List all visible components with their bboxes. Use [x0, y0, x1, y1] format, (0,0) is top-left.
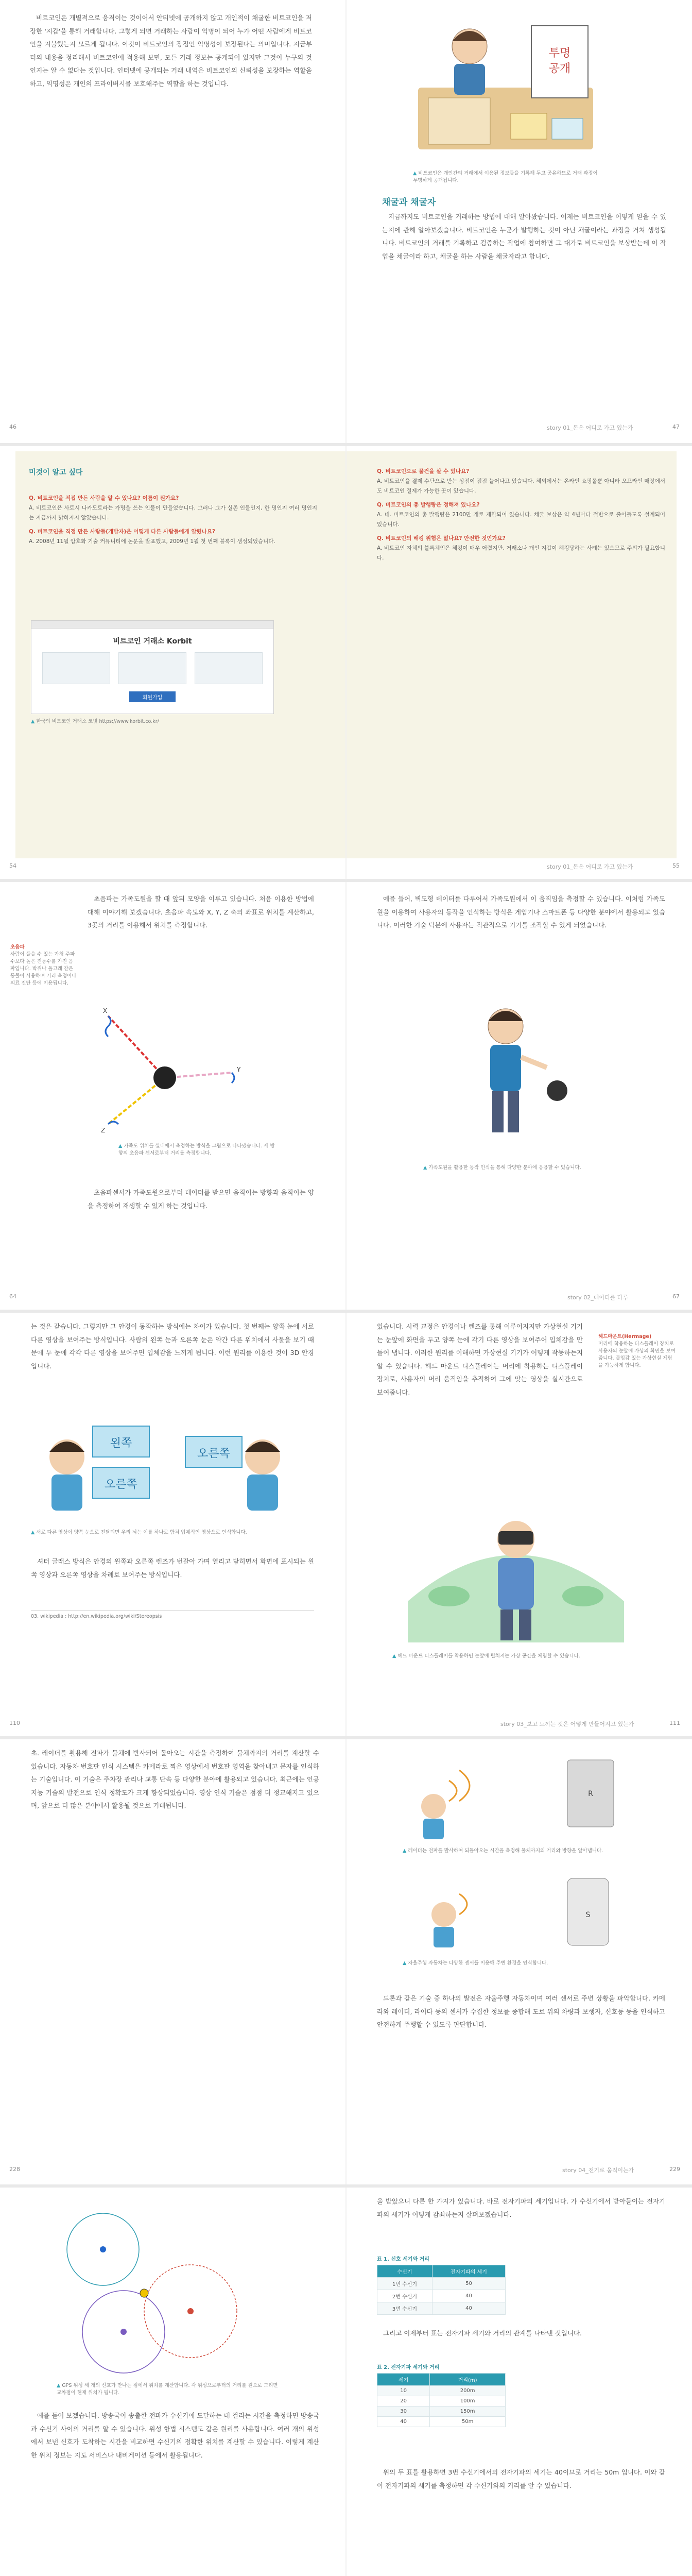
- svg-text:공개: 공개: [548, 62, 571, 75]
- illustration-caption: ▲ 자율주행 자동차는 다양한 센서를 이용해 주변 환경을 인식합니다.: [403, 1960, 548, 1966]
- illustration-caption: ▲ 가족도원을 활용한 동작 인식을 통해 다양한 분야에 응용할 수 있습니다.: [423, 1165, 581, 1171]
- page-number: 228: [9, 2166, 20, 2173]
- page-number: 47: [672, 423, 680, 430]
- spread-6: [0, 2188, 692, 2576]
- illustration-vr-headset: [397, 1478, 634, 1648]
- sidenote-title: 헤드마운트(Hermage): [598, 1334, 652, 1340]
- body-text: 비트코인은 개별적으로 움직이는 것이어서 안티넷에 공개하지 않고 개인적이 채굴한 비트코인을 저장한 '지갑'을 통해 거래합니다. 그렇게 되면 거래하는 사람이 익명이 되어 누가 어떤 사람에게 비트코인을 지불했는지 모르게 됩니다. 이것이 비트코인의 장점인 익명성이 보장된다는 의미입니다. 지금부터의 내용을 정리해서 비트코인에 적용해 보면, 모든 거래 정보는 공개되어 있지만 그것이 누구의 것인지는 알 수 없다는 것입니다. 인터넷에 공개되는 거래 내역은 비트코인의 신뢰성을 보장하는 역할을 하고, 익명성은 개인의 프라이버시를 보호해주는 역할을 하는 것입니다.: [30, 14, 312, 88]
- illustration-radar: [403, 1744, 629, 1842]
- body-text: 위의 두 표를 활용하면 3번 수신기에서의 전자기파의 세기는 40이므로 거리는 50m 입니다. 이와 같이 전자기파의 세기를 측정하면 각 수신기와의 거리를 알 수 있습니다.: [377, 2468, 665, 2489]
- sidenote: [598, 1333, 676, 1369]
- table-cell: 40: [432, 2302, 506, 2315]
- page-54: [0, 446, 346, 879]
- running-header: story 01_돈은 어디로 가고 있는가: [547, 863, 633, 870]
- page-46: [0, 0, 346, 443]
- running-header: story 01_돈은 어디로 가고 있는가: [547, 425, 633, 431]
- qa-block: [29, 494, 317, 551]
- running-header: story 04_전기로 움직이는가: [562, 2167, 634, 2174]
- illustration-caption: ▲ 비트코인은 개인간의 거래에서 이용된 정보들을 기록해 두고 공유하므로 거래 과정이 투명하게 공개됩니다.: [413, 171, 598, 183]
- browser-bar: [31, 621, 273, 629]
- site-panel: [42, 652, 110, 684]
- signup-button: 회원가입: [129, 691, 176, 702]
- table-header-row: [377, 2374, 506, 2386]
- page-number: 55: [672, 862, 680, 869]
- caption-marker-icon: ▲: [57, 2383, 61, 2388]
- diagram-caption: ▲ GPS 위성 세 개의 신호가 만나는 점에서 위치를 계산합니다. 각 위성으로부터의 거리를 원으로 그리면 교차점이 현재 위치가 됩니다.: [57, 2383, 278, 2396]
- illustration-left-right-signs: [36, 1416, 304, 1524]
- page-111: [346, 1313, 692, 1736]
- table-cell: 100m: [430, 2396, 506, 2406]
- caption-marker-icon: ▲: [392, 1653, 396, 1659]
- page-228: [0, 1739, 346, 2184]
- table-row: [377, 2278, 506, 2290]
- website-screenshot: [31, 620, 274, 714]
- site-panels: [31, 652, 273, 684]
- table-cell: 200m: [430, 2386, 506, 2396]
- table-2-title: 표 2. 전자기파 세기와 거리: [377, 2365, 440, 2370]
- body-text: 초음파센서가 가족도원으로부터 데이터를 받으면 움직이는 방향과 움직이는 양을 측정하여 재생할 수 있게 하는 것입니다.: [88, 1189, 314, 1210]
- spread-1: [0, 0, 692, 443]
- qa-item: Q. 비트코인을 직접 만든 사람을 알 수 있나요? 이름이 뭔가요? A. 비트코인은 사토시 나카모토라는 가명을 쓰는 인물이 만들었습니다. 그러나 그가 실존 인물인지, 한 명인지 여러 명인지는 지금까지 밝혀지지 않았습니다.: [29, 495, 317, 521]
- running-header: story 02_데이터를 다루: [567, 1294, 629, 1301]
- table-header-cell: 전자기파의 세기: [432, 2265, 506, 2278]
- running-header: story 03_보고 느끼는 것은 어떻게 만들어지고 있는가: [500, 1721, 634, 1727]
- page-number: 111: [669, 1720, 680, 1726]
- qa-item: Q. 비트코인의 총 발행량은 정해져 있나요? A. 네. 비트코인의 총 발행량은 2100만 개로 제한되어 있습니다. 채굴 보상은 약 4년마다 절반으로 줄어들도록 설계되어 있습니다.: [377, 502, 665, 528]
- body-text: 을 받았으니 다른 한 가지가 있습니다. 바로 전자기파의 세기입니다. 가 수신기에서 받아들이는 전자기파의 세기가 어떻게 감쇠하는지 살펴보겠습니다.: [377, 2197, 665, 2218]
- sidenote-text: 사람이 들을 수 있는 가청 주파수보다 높은 진동수를 가진 음파입니다. 박쥐나 돌고래 같은 동물이 사용하며 거리 측정이나 의료 진단 등에 이용됩니다.: [10, 952, 77, 986]
- illustration-caption: ▲ 서로 다른 영상이 양쪽 눈으로 전달되면 우리 뇌는 이를 하나로 합쳐 입체적인 영상으로 인식합니다.: [31, 1530, 247, 1535]
- sign-left-text: 왼쪽: [110, 1437, 132, 1450]
- section-heading: 채굴과 채굴자: [382, 197, 436, 208]
- caption-marker-icon: ▲: [31, 1530, 35, 1535]
- svg-text:Y: Y: [237, 1066, 241, 1073]
- sidenote-text: 머리에 착용하는 디스플레이 장치로 사용자의 눈앞에 가상의 화면을 보여줍니다. 몰입감 있는 가상현실 체험을 가능하게 합니다.: [598, 1341, 676, 1368]
- table-cell: 50: [432, 2278, 506, 2290]
- table-cell: 40: [377, 2417, 430, 2427]
- page-260: [0, 2188, 346, 2576]
- page-number: 64: [9, 1293, 16, 1300]
- caption-marker-icon: ▲: [31, 719, 35, 724]
- body-text: 그리고 이제부터 표는 전자기파 세기와 거리의 관계를 나타낸 것입니다.: [383, 2329, 582, 2337]
- table-header-cell: 거리(m): [430, 2374, 506, 2386]
- svg-text:투명: 투명: [548, 47, 571, 60]
- body-text: 는 것은 같습니다. 그렇지만 그 안경이 동작하는 방식에는 차이가 있습니다. 첫 번째는 양쪽 눈에 서로 다른 영상을 보여주는 방식입니다. 사람의 왼쪽 눈과 오른쪽 눈은 약간 다른 위치에서 사물을 보기 때문에 두 눈에 각각 다른 영상을 보여주면 입체감을 느끼게 됩니다. 이런 원리를 이용한 것이 3D 안경입니다.: [31, 1323, 314, 1370]
- illustration-caption: ▲ 레이더는 전파를 발사하여 되돌아오는 시간을 측정해 물체까지의 거리와 방향을 알아냅니다.: [403, 1848, 603, 1854]
- sidenote: [10, 944, 77, 987]
- spread-5: [0, 1739, 692, 2184]
- page-261: [346, 2188, 692, 2576]
- body-text: 예를 들어 보겠습니다. 방송국이 송출한 전파가 수신기에 도달하는 데 걸리는 시간을 측정하면 방송국과 수신기 사이의 거리를 알 수 있습니다. 위성 항법 시스템도 같은 원리를 사용합니다. 여러 개의 위성에서 보낸 신호가 도착하는 시간을 비교하면 수신기의 정확한 위치를 계산할 수 있습니다. 이렇게 계산한 위치 정보는 지도 서비스나 내비게이션 등에서 활용됩니다.: [31, 2412, 319, 2459]
- caption-marker-icon: ▲: [403, 1960, 407, 1966]
- table-cell: 2번 수신기: [377, 2290, 432, 2302]
- qa-item: Q. 비트코인을 직접 만든 사람들(개발자)은 어떻게 다른 사람들에게 알렸나요? A. 2008년 11월 암호화 기술 커뮤니티에 논문을 발표했고, 2009년 1월 첫 번째 블록이 생성되었습니다.: [29, 529, 275, 545]
- table-header-cell: 세기: [377, 2374, 430, 2386]
- diagram-caption: ▲ 가족도 위치를 실내에서 측정하는 방식을 그림으로 나타냈습니다. 세 방향의 초음파 센서로부터 거리를 측정합니다.: [118, 1143, 275, 1156]
- illustration-bitcoin-ledger: [408, 10, 603, 165]
- site-panel: [195, 652, 263, 684]
- table-cell: 50m: [430, 2417, 506, 2427]
- spread-2: [0, 446, 692, 879]
- svg-text:Z: Z: [101, 1127, 106, 1134]
- table-row: [377, 2396, 506, 2406]
- caption-marker-icon: ▲: [118, 1143, 123, 1149]
- table-2: [377, 2373, 506, 2427]
- info-box-title: 미것이 알고 싶다: [29, 468, 83, 477]
- screenshot-caption: ▲ 한국의 비트코인 거래소 코빗 https://www.korbit.co.kr/: [31, 719, 159, 724]
- body-text: 셔터 글래스 방식은 안경의 왼쪽과 오른쪽 렌즈가 번갈아 가며 열리고 닫히면서 화면에 표시되는 왼쪽 영상과 오른쪽 영상을 차례로 보여주는 방식입니다.: [31, 1557, 314, 1579]
- body-text: 지금까지도 비트코인을 거래하는 방법에 대해 알아봤습니다. 이제는 비트코인을 어떻게 얻을 수 있는지에 관해 알아보겠습니다. 비트코인은 누군가 발행하는 것이 아닌 채굴이라는 과정을 거쳐 생성됩니다. 비트코인의 거래를 기록하고 검증하는 작업에 참여하면 그 대가로 비트코인을 보상받는데 이 작업을 채굴이라 하고, 채굴을 하는 사람을 채굴자라고 합니다.: [382, 213, 666, 260]
- page-number: 54: [9, 862, 16, 869]
- table-cell: 150m: [430, 2406, 506, 2417]
- table-row: [377, 2302, 506, 2315]
- table-row: [377, 2417, 506, 2427]
- illustration-caption: ▲ 헤드 마운트 디스플레이를 착용하면 눈앞에 펼쳐지는 가상 공간을 체험할 수 있습니다.: [392, 1653, 580, 1659]
- table-header-row: [377, 2265, 506, 2278]
- svg-text:R: R: [588, 1790, 593, 1798]
- illustration-autonomous: [403, 1868, 629, 1956]
- table-row: [377, 2406, 506, 2417]
- site-panel: [118, 652, 186, 684]
- page-67: [346, 882, 692, 1310]
- footnote: 03. wikipedia : http://en.wikipedia.org/wiki/Stereopsis: [31, 1611, 314, 1620]
- table-cell: 30: [377, 2406, 430, 2417]
- table-row: [377, 2290, 506, 2302]
- table-header-cell: 수신기: [377, 2265, 432, 2278]
- page-47: [346, 0, 692, 443]
- table-cell: 10: [377, 2386, 430, 2396]
- table-cell: 20: [377, 2396, 430, 2406]
- svg-text:S: S: [585, 1911, 591, 1919]
- page-229: [346, 1739, 692, 2184]
- body-text: 예를 들어, 벽도형 데이터를 다루어서 가족도원에서 이 움직임을 측정할 수 있습니다. 이처럼 가족도원을 이용하여 사용자의 동작을 인식하는 방식은 게임기나 스마트폰 등 다양한 분야에서 활용되고 있습니다. 이러한 기술 덕분에 사용자는 직관적으로 기기를 조작할 수 있게 되었습니다.: [377, 895, 665, 929]
- spread-4: [0, 1313, 692, 1736]
- table-cell: 3번 수신기: [377, 2302, 432, 2315]
- body-text: 초음파는 가족도원을 할 때 앞뒤 모양을 이루고 있습니다. 처음 이용한 방법에 대해 이야기해 보겠습니다. 초음파 속도와 X, Y, Z 축의 좌표로 위치를 계산하고, 3곳의 거리를 이용해서 위치를 측정합니다.: [88, 895, 314, 929]
- body-text: 있습니다. 시력 교정은 안경이나 렌즈를 통해 이루어지지만 가상현실 기기는 눈앞에 화면을 두고 양쪽 눈에 각기 다른 영상을 보여주어 입체감을 만들어 냅니다. 이러한 원리를 이해하면 가상현실 기기가 어떻게 작동하는지 알 수 있습니다. 헤드 마운트 디스플레이는 머리에 착용하는 디스플레이 장치로, 사용자의 머리 움직임을 추적하여 그에 맞는 영상을 실시간으로 보여줍니다.: [377, 1323, 583, 1396]
- table-1-title: 표 1. 신호 세기와 거리: [377, 2257, 429, 2262]
- body-text: 드론과 같은 기술 중 하나의 발전은 자율주행 자동차이며 여러 센서로 주변 상황을 파악합니다. 카메라와 레이더, 라이다 등의 센서가 수집한 정보를 종합해 도로 위의 차량과 보행자, 신호등 등을 인식하고 안전하게 주행할 수 있도록 판단합니다.: [377, 1994, 665, 2028]
- qa-item: Q. 비트코인의 해킹 위험은 없나요? 안전한 것인가요? A. 비트코인 자체의 블록체인은 해킹이 매우 어렵지만, 거래소나 개인 지갑이 해킹당하는 사례는 있으므로 주의가 필요합니다.: [377, 535, 665, 561]
- caption-marker-icon: ▲: [403, 1848, 407, 1854]
- qa-item: Q. 비트코인으로 물건을 살 수 있나요? A. 비트코인을 결제 수단으로 받는 상점이 점점 늘어나고 있습니다. 해외에서는 온라인 쇼핑몰뿐 아니라 오프라인 매장에서도 비트코인 결제가 가능한 곳이 있습니다.: [377, 468, 665, 494]
- table-1: [377, 2265, 506, 2315]
- page-number: 229: [669, 2166, 680, 2173]
- sign-right-text: 오른쪽: [105, 1478, 137, 1491]
- three-axis-diagram: [77, 1006, 247, 1134]
- gps-trilateration-diagram: [57, 2203, 273, 2378]
- spread-3: [0, 882, 692, 1310]
- page-55: [346, 446, 692, 879]
- page-number: 110: [9, 1720, 20, 1726]
- site-title: 비트코인 거래소 Korbit: [113, 637, 192, 646]
- table-cell: 40: [432, 2290, 506, 2302]
- qa-block: [377, 467, 665, 567]
- illustration-boy-gesture: [449, 1001, 583, 1155]
- body-text: 초. 레이더를 활용해 전파가 물체에 반사되어 돌아오는 시간을 측정하여 물체까지의 거리를 계산할 수 있습니다. 자동차 번호판 인식 시스템은 카메라로 찍은 영상에서 번호판 영역을 찾아내고 문자를 인식하는 기술입니다. 이 기술은 주차장 관리나 교통 단속 등 다양한 분야에 활용되고 있습니다. 최근에는 인공지능 기술의 발전으로 인식 정확도가 크게 향상되었습니다. 영상 인식 기술은 점점 더 정교해지고 있으며, 앞으로 더 많은 분야에서 활용될 것으로 기대됩니다.: [31, 1749, 319, 1809]
- table-cell: 1번 수신기: [377, 2278, 432, 2290]
- caption-marker-icon: ▲: [423, 1165, 427, 1171]
- page-number: 46: [9, 423, 16, 430]
- page-110: [0, 1313, 346, 1736]
- sign-right-text: 오른쪽: [197, 1447, 230, 1460]
- table-row: [377, 2386, 506, 2396]
- sidenote-title: 초음파: [10, 944, 25, 950]
- svg-text:X: X: [103, 1007, 108, 1014]
- page-number: 67: [672, 1293, 680, 1300]
- caption-marker-icon: ▲: [413, 171, 417, 176]
- page-64: [0, 882, 346, 1310]
